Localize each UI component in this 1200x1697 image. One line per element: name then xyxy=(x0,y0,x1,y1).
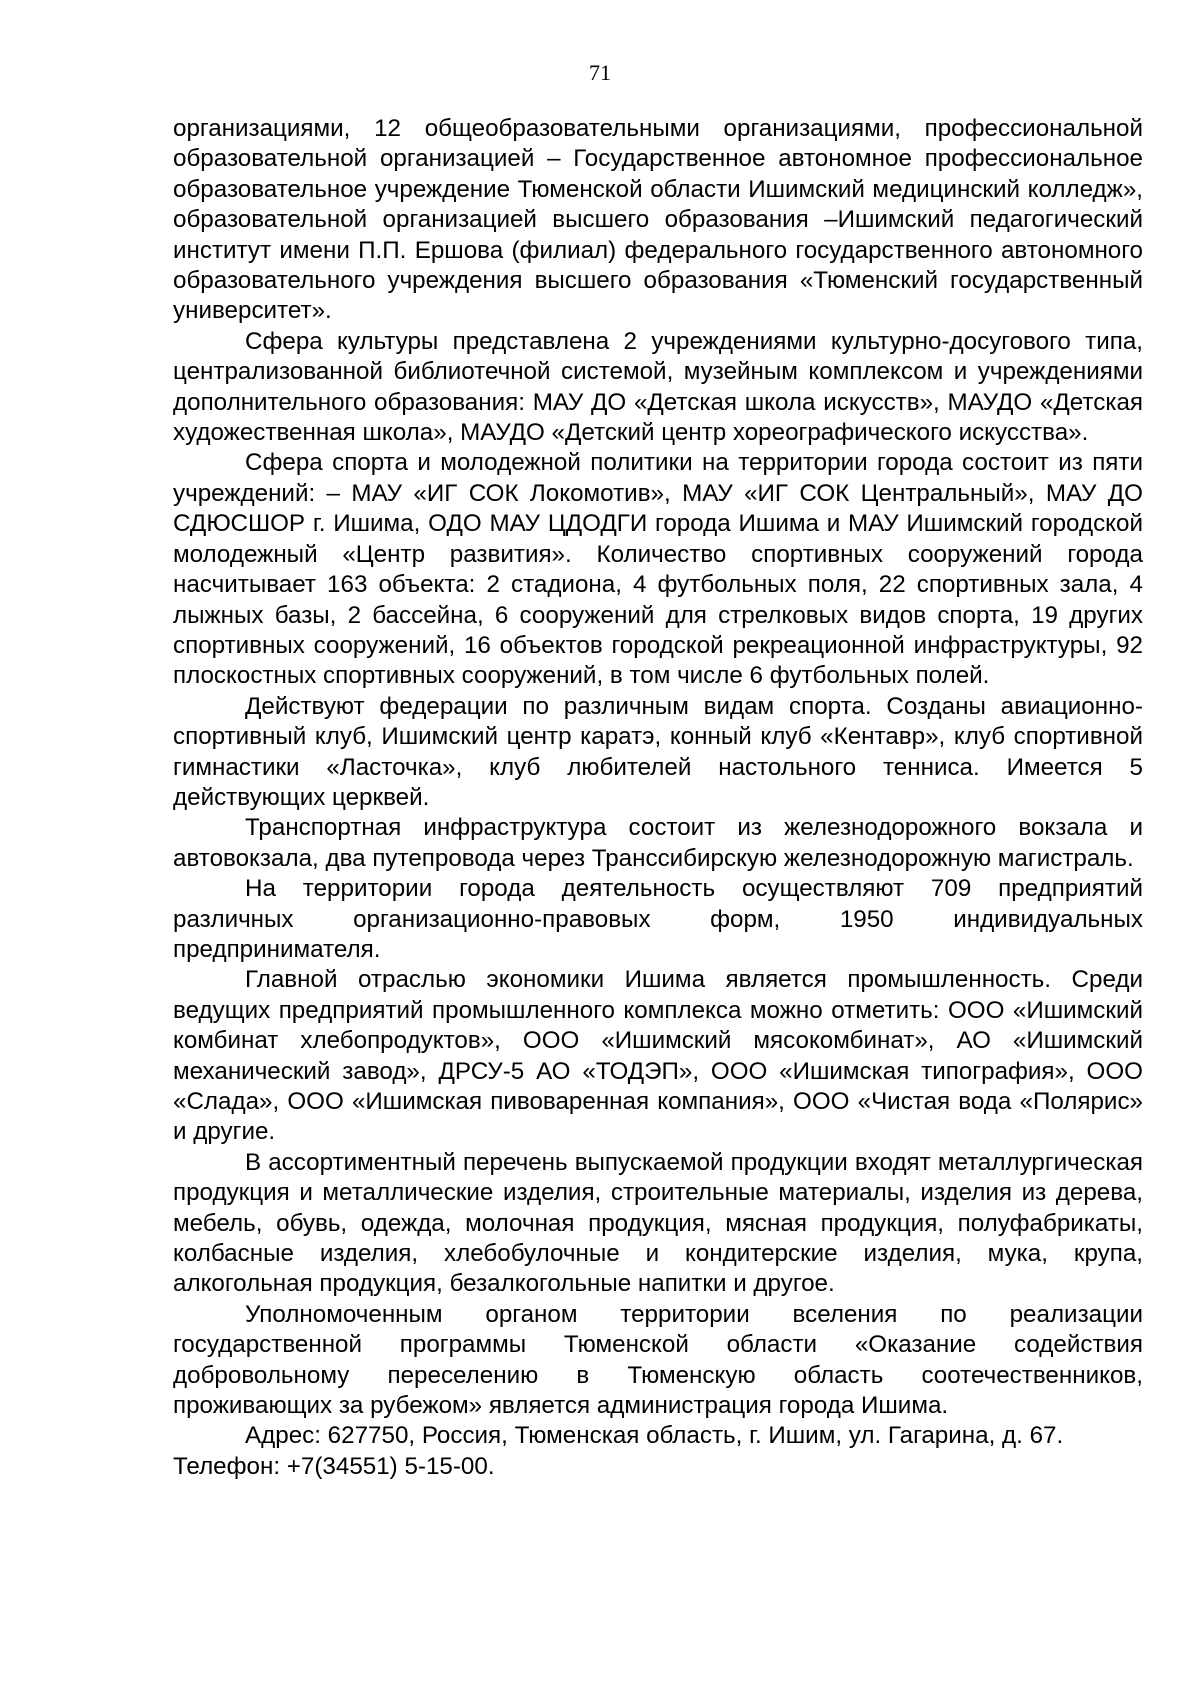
paragraph-culture-sphere: Сфера культуры представлена 2 учреждениями культурно-досугового типа, централизованной библиотечной системой, музейным комплексом и учреждениями дополнительного образования: МАУ ДО «Детская школа искусств», МАУДО «Детская художественная школа», МАУДО «Детский центр хореографического искусства». xyxy=(173,327,1143,447)
paragraph-sport-federations: Действуют федерации по различным видам спорта. Созданы авиационно-спортивный клуб, Ишимский центр каратэ, конный клуб «Кентавр», клуб спортивной гимнастики «Ласточка», клуб любителей настольного тенниса. Имеется 5 действующих церквей. xyxy=(173,692,1143,811)
paragraph-sport-youth-policy: Сфера спорта и молодежной политики на территории города состоит из пяти учреждений: – МАУ «ИГ СОК Локомотив», МАУ «ИГ СОК Центральный», МАУ ДО СДЮСШОР г. Ишима, ОДО МАУ ЦДОДГИ города Ишима и МАУ Ишимский городской молодежный «Центр развития». Количество спортивных сооружений города насчитывает 163 объекта: 2 стадиона, 4 футбольных поля, 22 спортивных зала, 4 лыжных базы, 2 бассейна, 6 сооружений для стрелковых видов спорта, 19 других спортивных сооружений, 16 объектов городской рекреационной инфраструктуры, 92 плоскостных спортивных сооружений, в том числе 6 футбольных полей. xyxy=(173,449,1143,690)
paragraph-industry: Главной отраслью экономики Ишима является промышленность. Среди ведущих предприятий промышленного комплекса можно отметить: ООО «Ишимский комбинат хлебопродуктов», ООО «Ишимский мясокомбинат», АО «Ишимский механический завод», ДРСУ-5 АО «ТОДЭП», ООО «Ишимская типография», ООО «Слада», ООО «Ишимская пивоваренная компания», ООО «Чистая вода «Полярис» и другие. xyxy=(173,966,1143,1146)
paragraph-authorized-body: Уполномоченным органом территории вселения по реализации государственной программы Тюменской области «Оказание содействия добровольному переселению в Тюменскую область соотечественников, проживающих за рубежом» является администрация города Ишима. xyxy=(173,1300,1143,1420)
paragraph-transport-infrastructure: Транспортная инфраструктура состоит из железнодорожного вокзала и автовокзала, два путепровода через Транссибирскую железнодорожную магистраль. xyxy=(173,814,1143,872)
page-body xyxy=(173,114,1143,1482)
paragraph-education-organizations: организациями, 12 общеобразовательными организациями, профессиональной образовательной организацией – Государственное автономное профессиональное образовательное учреждение Тюменской области Ишимский медицинский колледж», образовательной организацией высшего образования –Ишимский педагогический институт имени П.П. Ершова (филиал) федерального государственного автономного образовательного учреждения высшего образования «Тюменский государственный университет». xyxy=(173,115,1143,325)
paragraph-enterprises: На территории города деятельность осуществляют 709 предприятий различных организационно-правовых форм, 1950 индивидуальных предпринимателя. xyxy=(173,875,1143,963)
paragraph-phone: Телефон: +7(34551) 5-15-00. xyxy=(173,1452,495,1480)
paragraph-product-range: В ассортиментный перечень выпускаемой продукции входят металлургическая продукция и металлические изделия, строительные материалы, изделия из дерева, мебель, обувь, одежда, молочная продукция, мясная продукция, полуфабрикаты, колбасные изделия, хлебобулочные и кондитерские изделия, мука, крупа, алкогольная продукция, безалкогольные напитки и другое. xyxy=(173,1148,1143,1298)
page-number: 71 xyxy=(589,60,611,85)
paragraph-address: Адрес: 627750, Россия, Тюменская область, г. Ишим, ул. Гагарина, д. 67. xyxy=(245,1422,1064,1450)
